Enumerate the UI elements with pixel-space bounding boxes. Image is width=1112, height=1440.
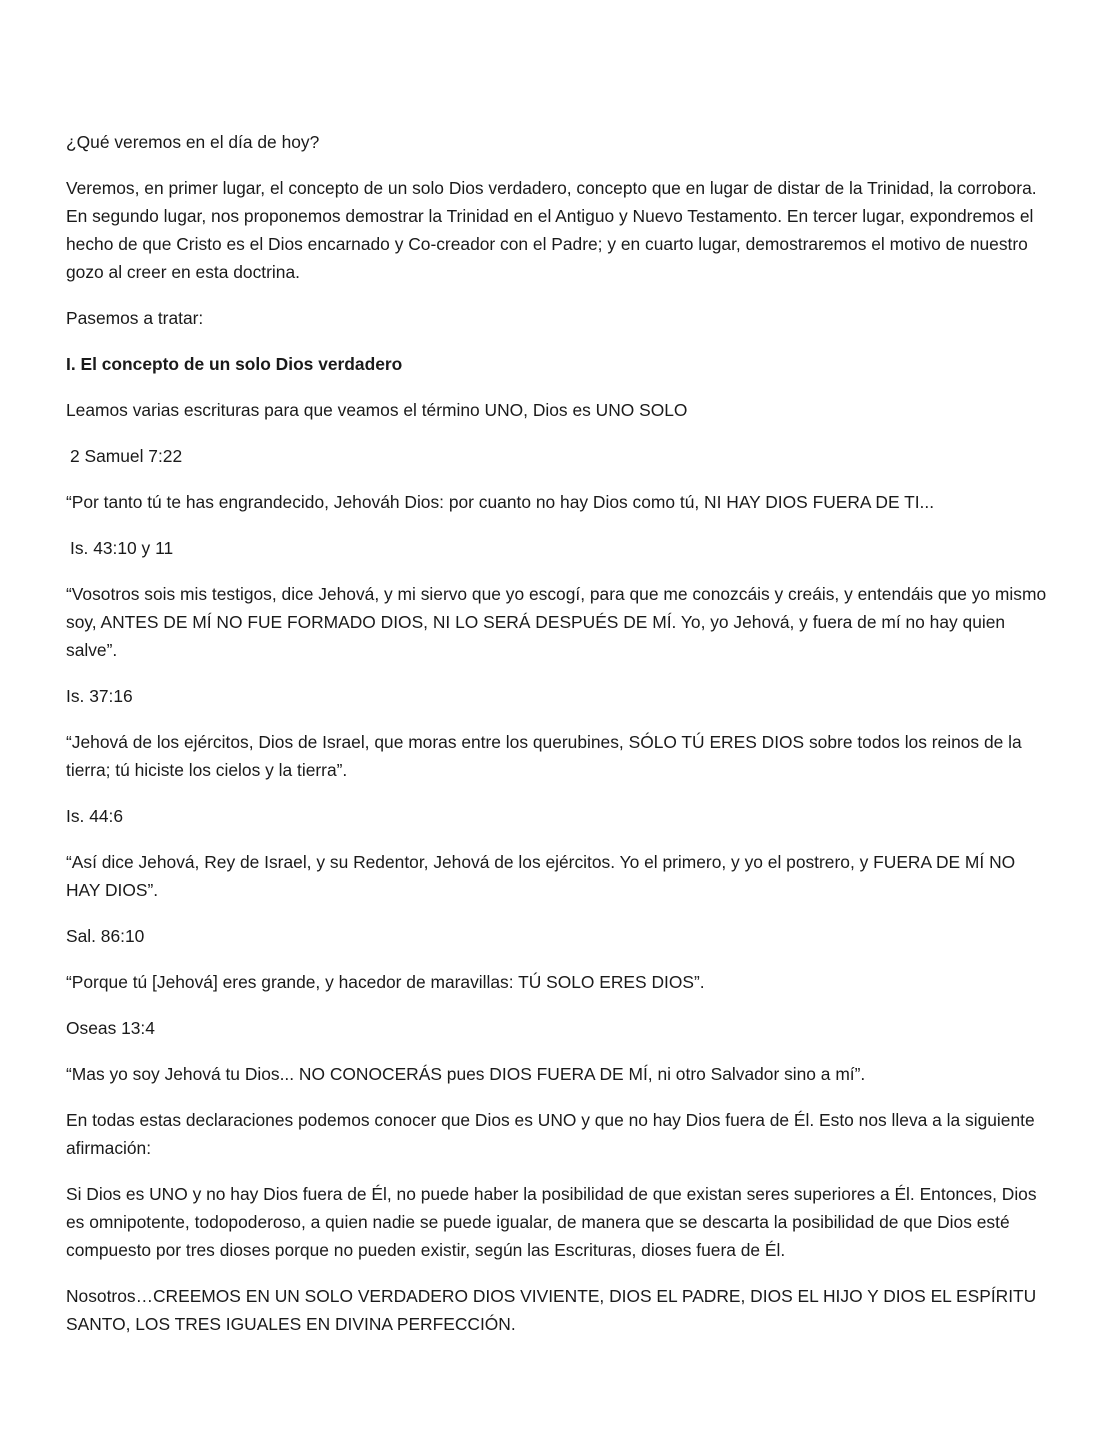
transition-text: Pasemos a tratar: <box>66 308 204 328</box>
scripture-reference: Sal. 86:10 <box>66 926 145 946</box>
scripture-quote: “Porque tú [Jehová] eres grande, y hacedor de maravillas: TÚ SOLO ERES DIOS”. <box>66 972 705 992</box>
conclusion-paragraph: Si Dios es UNO y no hay Dios fuera de Él, no puede haber la posibilidad de que existan seres superiores a Él. Entonces, Dios es omnipotente, todopoderoso, a quien nadie se puede igualar, de manera que se descarta la posibilidad de que Dios esté compuesto por tres dioses porque no pueden existir, según las Escrituras, dioses fuera de Él. <box>66 1184 1037 1260</box>
scripture-reference: 2 Samuel 7:22 <box>70 446 183 466</box>
intro-question: ¿Qué veremos en el día de hoy? <box>66 132 320 152</box>
conclusion-paragraph: En todas estas declaraciones podemos conocer que Dios es UNO y que no hay Dios fuera de Él. Esto nos lleva a la siguiente afirmación: <box>66 1110 1035 1158</box>
section-heading: I. El concepto de un solo Dios verdadero <box>66 354 403 374</box>
scripture-reference: Oseas 13:4 <box>66 1018 155 1038</box>
scripture-quote: “Mas yo soy Jehová tu Dios... NO CONOCERÁS pues DIOS FUERA DE MÍ, ni otro Salvador sino a mí”. <box>66 1064 866 1084</box>
creed-paragraph: Nosotros…CREEMOS EN UN SOLO VERDADERO DIOS VIVIENTE, DIOS EL PADRE, DIOS EL HIJO Y DIOS EL ESPÍRITU SANTO, LOS TRES IGUALES EN DIVINA PERFECCIÓN. <box>66 1286 1037 1334</box>
scripture-reference: Is. 37:16 <box>66 686 133 706</box>
scripture-reference: Is. 44:6 <box>66 806 124 826</box>
document-page <box>66 128 1051 1356</box>
intro-paragraph: Veremos, en primer lugar, el concepto de un solo Dios verdadero, concepto que en lugar de distar de la Trinidad, la corrobora. En segundo lugar, nos proponemos demostrar la Trinidad en el Antiguo y Nuevo Testamento. En tercer lugar, expondremos el hecho de que Cristo es el Dios encarnado y Co-creador con el Padre; y en cuarto lugar, demostraremos el motivo de nuestro gozo al creer en esta doctrina. <box>66 178 1037 282</box>
scripture-quote: “Jehová de los ejércitos, Dios de Israel, que moras entre los querubines, SÓLO TÚ ERES DIOS sobre todos los reinos de la tierra; tú hiciste los cielos y la tierra”. <box>66 732 1022 780</box>
scripture-quote: “Así dice Jehová, Rey de Israel, y su Redentor, Jehová de los ejércitos. Yo el primero, y yo el postrero, y FUERA DE MÍ NO HAY DIOS”. <box>66 852 1016 900</box>
scripture-quote: “Vosotros sois mis testigos, dice Jehová, y mi siervo que yo escogí, para que me conozcáis y creáis, y entendáis que yo mismo soy, ANTES DE MÍ NO FUE FORMADO DIOS, NI LO SERÁ DESPUÉS DE MÍ. Yo, yo Jehová, y fuera de mí no hay quien salve”. <box>66 584 1047 660</box>
section-intro: Leamos varias escrituras para que veamos el término UNO, Dios es UNO SOLO <box>66 400 688 420</box>
scripture-quote: “Por tanto tú te has engrandecido, Jehováh Dios: por cuanto no hay Dios como tú, NI HAY DIOS FUERA DE TI... <box>66 492 935 512</box>
scripture-reference: Is. 43:10 y 11 <box>70 538 174 558</box>
